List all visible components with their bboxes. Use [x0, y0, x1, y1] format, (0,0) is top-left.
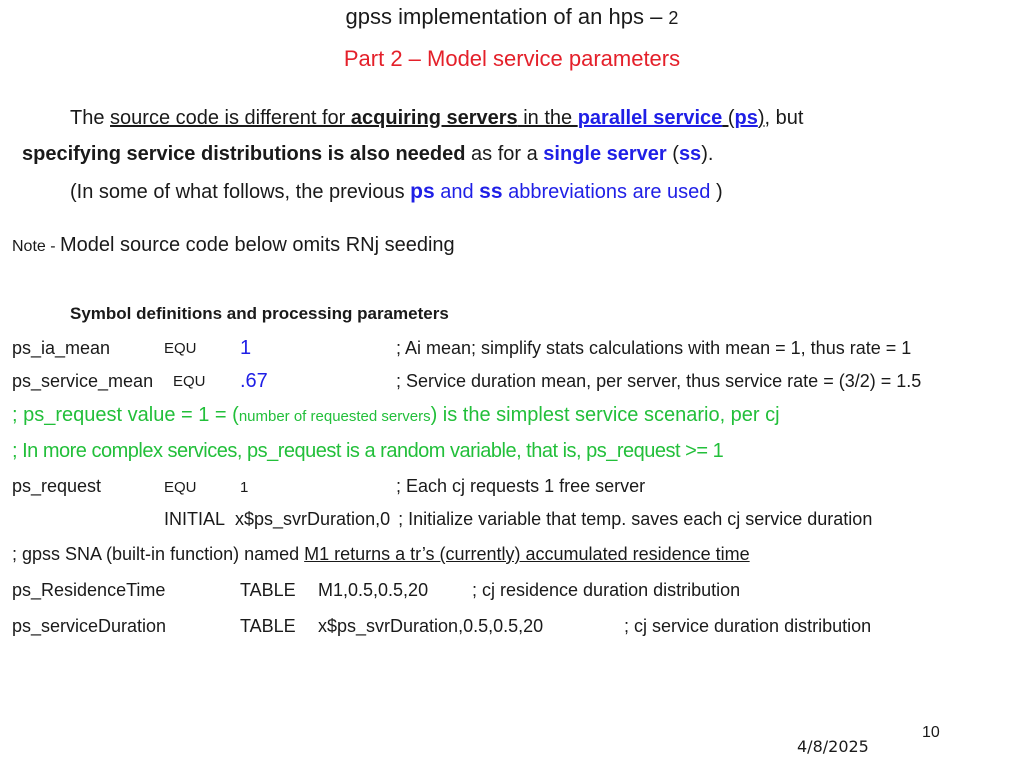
code-row-dur-name: ps_serviceDuration [12, 616, 167, 636]
intro-text: , but [764, 107, 804, 129]
note-text: Model source code below omits RNj seeding [60, 234, 455, 256]
note-line [12, 234, 455, 257]
section-heading: Symbol definitions and processing parameters [70, 304, 449, 323]
code-row-init-comment: ; Initialize variable that temp. saves each cj service duration [398, 509, 873, 529]
code-row-svc-comment: ; Service duration mean, per server, thus service rate = (3/2) = 1.5 [396, 371, 922, 391]
intro-text: abbreviations are used [502, 181, 711, 203]
green-comment-1 [12, 404, 780, 427]
code-row-svc-value: .67 [240, 370, 268, 392]
code-row-req-name: ps_request [12, 476, 102, 496]
code-row-svc-op: EQU [173, 373, 206, 390]
intro-text: in the [517, 107, 578, 129]
code-row-ia-value: 1 [240, 337, 252, 359]
intro-text: ). [701, 143, 714, 165]
title-part-number: 2 [668, 8, 679, 28]
code-row-req-value: 1 [240, 479, 249, 496]
intro-text: ) [757, 107, 765, 129]
code-row-req-comment: ; Each cj requests 1 free server [396, 476, 646, 496]
ss-abbrev: ss [479, 180, 503, 203]
title-text: gpss implementation of an hps [345, 4, 644, 29]
slide-title [0, 4, 1024, 30]
slide-subtitle: Part 2 – Model service parameters [343, 46, 681, 71]
slide-number: 10 [922, 724, 940, 741]
intro-text: ) [710, 181, 723, 203]
code-row-ia-name: ps_ia_mean [12, 338, 111, 358]
code-row-req-op: EQU [164, 479, 197, 496]
code-row-svc-name: ps_service_mean [12, 371, 154, 391]
code-row-dur-value: x$ps_svrDuration,0.5,0.5,20 [318, 616, 544, 636]
ps-abbrev: ps [410, 180, 435, 203]
code-row-res-op: TABLE [240, 580, 296, 600]
intro-text: and [434, 181, 480, 203]
code-row-init-op: INITIAL [164, 509, 226, 529]
code-row-ia-comment: ; Ai mean; simplify stats calculations with mean = 1, thus rate = 1 [396, 338, 912, 358]
intro-underlined-text: source code is different for [110, 107, 351, 129]
green-comment-text: ; ps_request value = 1 = ( [12, 404, 239, 426]
intro-line-2 [22, 143, 713, 166]
ps-abbrev: ps [734, 107, 758, 129]
code-row-res-name: ps_ResidenceTime [12, 580, 166, 600]
intro-text: The [70, 107, 111, 129]
intro-text: ( [722, 107, 735, 129]
green-comment-text: ) is the simplest service scenario, per cj [430, 404, 780, 426]
code-row-init [164, 509, 872, 530]
code-row-dur-op: TABLE [240, 616, 296, 636]
ss-abbrev: ss [678, 143, 702, 165]
code-row-dur-comment: ; cj service duration distribution [624, 616, 872, 636]
green-comment-2: ; In more complex services, ps_request is a random variable, that is, ps_request >= 1 [12, 440, 724, 462]
slide-date: 4/8/2025 [797, 737, 869, 756]
intro-text: ( [666, 143, 679, 165]
intro-text: as for a [465, 143, 544, 165]
green-comment-small: number of requested servers [238, 408, 431, 425]
note-prefix: Note - [12, 238, 61, 255]
acquiring-servers-term: acquiring servers [350, 107, 518, 129]
single-server-term: single server [543, 143, 667, 165]
title-dash: – [643, 4, 669, 29]
sna-comment [12, 544, 750, 565]
service-distributions-term: specifying service distributions is also needed [22, 143, 466, 165]
code-row-res-value: M1,0.5,0.5,20 [318, 580, 429, 600]
sna-comment-underlined: M1 returns a tr’s (currently) accumulated residence time [304, 544, 750, 564]
intro-line-3 [70, 180, 723, 204]
intro-text: (In some of what follows, the previous [70, 181, 411, 203]
intro-line-1 [70, 107, 803, 130]
parallel-service-term: parallel service [577, 107, 723, 129]
code-row-init-value: x$ps_svrDuration,0 [235, 509, 391, 529]
code-row-res-comment: ; cj residence duration distribution [472, 580, 741, 600]
sna-comment-text: ; gpss SNA (built-in function) named [12, 544, 305, 564]
code-row-ia-op: EQU [164, 340, 197, 357]
